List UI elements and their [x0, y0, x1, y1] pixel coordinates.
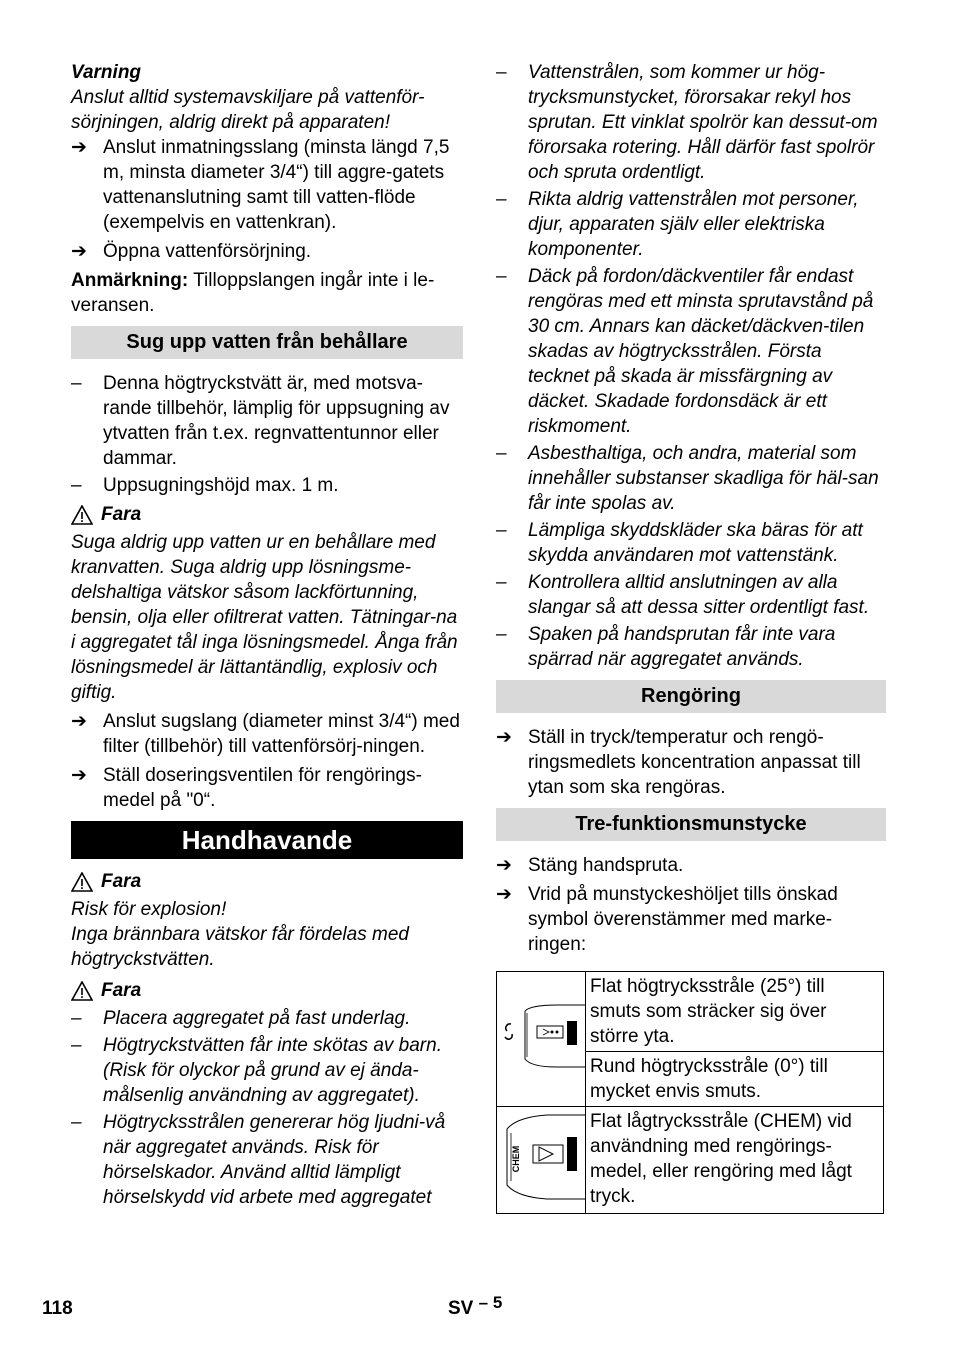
section-heading: Rengöring — [496, 680, 886, 713]
warning-triangle-icon — [71, 981, 93, 1001]
instruction-step: ➔ Anslut inmatningsslang (minsta längd 7,5 m, minsta diameter 3/4“) till aggre-gatets vattenanslutning samt till vatten-flöde (exempelvis en vattenkran). — [71, 137, 450, 233]
nozzle-chem-image — [497, 1107, 586, 1214]
list-item: – Vattenstrålen, som kommer ur hög-trycksmunstycket, förorsakar rekyl hos sprutan. Ett vinklat spolrör kan dessut-om förorsaka rotering. Håll därför fast spolrör och spruta ordentligt. — [496, 62, 878, 183]
list-item: – Däck på fordon/däckventiler får endast rengöras med ett minsta sprutavstånd på 30 cm. Annars kan däcket/däckven-tilen skadas av högtrycksstrålen. Första tecknet på skada är missfärgning av däcket. Skadade fordonsdäck är ett riskmoment. — [496, 266, 874, 437]
danger-heading: Fara — [71, 978, 463, 1003]
page-number: 118 — [42, 1298, 73, 1319]
instruction-step: ➔ Ställ in tryck/temperatur och rengö-ringsmedlets koncentration anpassat till ytan som ska rengöras. — [496, 727, 861, 798]
warning-text: Anslut alltid systemavskiljare på vattenför-sörjningen, aldrig direkt på apparaten! — [71, 87, 425, 133]
table-cell: Rund högtrycksstråle (0°) till mycket envis smuts. — [586, 1052, 884, 1107]
chem-label: CHEM — [511, 1145, 521, 1172]
section-heading: Sug upp vatten från behållare — [71, 326, 463, 359]
arrow-icon: ➔ — [496, 855, 512, 876]
nozzle-highpressure-image — [497, 972, 586, 1107]
note: Anmärkning: Tilloppslangen ingår inte i le-veransen. — [71, 270, 435, 316]
instruction-step: ➔ Vrid på munstyckeshöljet tills önskad symbol överenstämmer med marke-ringen: — [496, 884, 838, 955]
left-column — [71, 60, 463, 1212]
chapter-heading: Handhavande — [71, 821, 463, 859]
list-item: – Lämpliga skyddskläder ska bäras för att skydda användaren mot vattenstänk. — [496, 520, 863, 566]
list-item: – Uppsugningshöjd max. 1 m. — [71, 475, 339, 496]
footer-language: SV – 5 — [448, 1293, 503, 1319]
list-item: – Högtrycksstrålen genererar hög ljudni-vå när aggregatet används. Risk för hörselskador. Använd alltid lämpligt hörselskydd vid arbete med aggregatet — [71, 1112, 446, 1208]
danger-heading: Fara — [71, 869, 463, 894]
list-item: – Placera aggregatet på fast underlag. — [71, 1008, 411, 1029]
nozzle-highpressure-icon — [497, 1001, 585, 1071]
arrow-icon: ➔ — [71, 137, 87, 158]
instruction-step: ➔ Stäng handspruta. — [496, 855, 684, 876]
nozzle-chem-icon — [497, 1109, 585, 1205]
table-cell: Flat högtrycksstråle (25°) till smuts som sträcker sig över större yta. — [586, 972, 884, 1052]
warning-triangle-icon — [71, 505, 93, 525]
table-cell: Flat lågtrycksstråle (CHEM) vid användning med rengörings-medel, eller rengöring med lågt tryck. — [586, 1107, 884, 1214]
danger-text: Inga brännbara vätskor får fördelas med högtryckstvätten. — [71, 924, 409, 970]
danger-heading: Fara — [71, 502, 463, 527]
list-item: – Högtryckstvätten får inte skötas av barn. (Risk för olyckor på grund av ej ända-målsenlig användning av aggregatet). — [71, 1035, 442, 1106]
list-item: – Kontrollera alltid anslutningen av alla slangar så att dessa sitter ordentligt fast. — [496, 572, 870, 618]
warning-title: Varning — [71, 62, 142, 83]
right-column — [496, 60, 886, 1214]
warning-triangle-icon — [71, 872, 93, 892]
footer-sub-page: – 5 — [478, 1293, 503, 1312]
list-item: – Asbesthaltiga, och andra, material som innehåller substanser skadliga för häl-san får inte spolas av. — [496, 443, 879, 514]
arrow-icon: ➔ — [71, 765, 87, 786]
list-item: – Denna högtryckstvätt är, med motsva-rande tillbehör, lämplig för uppsugning av ytvatten från t.ex. regnvattentunnor eller dammar. — [71, 373, 450, 469]
danger-text: Risk för explosion! — [71, 899, 227, 920]
arrow-icon: ➔ — [71, 241, 87, 262]
nozzle-settings-table — [496, 971, 884, 1214]
instruction-step: ➔ Ställ doseringsventilen för rengörings-medel på "0“. — [71, 765, 422, 811]
danger-text: Suga aldrig upp vatten ur en behållare med kranvatten. Suga aldrig upp lösningsme-delshaltiga vätskor såsom lackförtunning, bensin, olja eller ofiltrerat vatten. Tätningar-na i aggregatet tål inga lösningsmedel. Ånga från lösningsmedel är lättantändlig, explosiv och giftig. — [71, 532, 458, 703]
list-item: – Rikta aldrig vattenstrålen mot personer, djur, apparaten själv eller elektriska komponenter. — [496, 189, 859, 260]
instruction-step: ➔ Öppna vattenförsörjning. — [71, 241, 312, 262]
instruction-step: ➔ Anslut sugslang (diameter minst 3/4“) med filter (tillbehör) till vattenförsörj-ningen. — [71, 711, 460, 757]
arrow-icon: ➔ — [496, 727, 512, 748]
section-heading: Tre-funktionsmunstycke — [496, 808, 886, 841]
list-item: – Spaken på handsprutan får inte vara spärrad när aggregatet används. — [496, 624, 836, 670]
arrow-icon: ➔ — [496, 884, 512, 905]
arrow-icon: ➔ — [71, 711, 87, 732]
